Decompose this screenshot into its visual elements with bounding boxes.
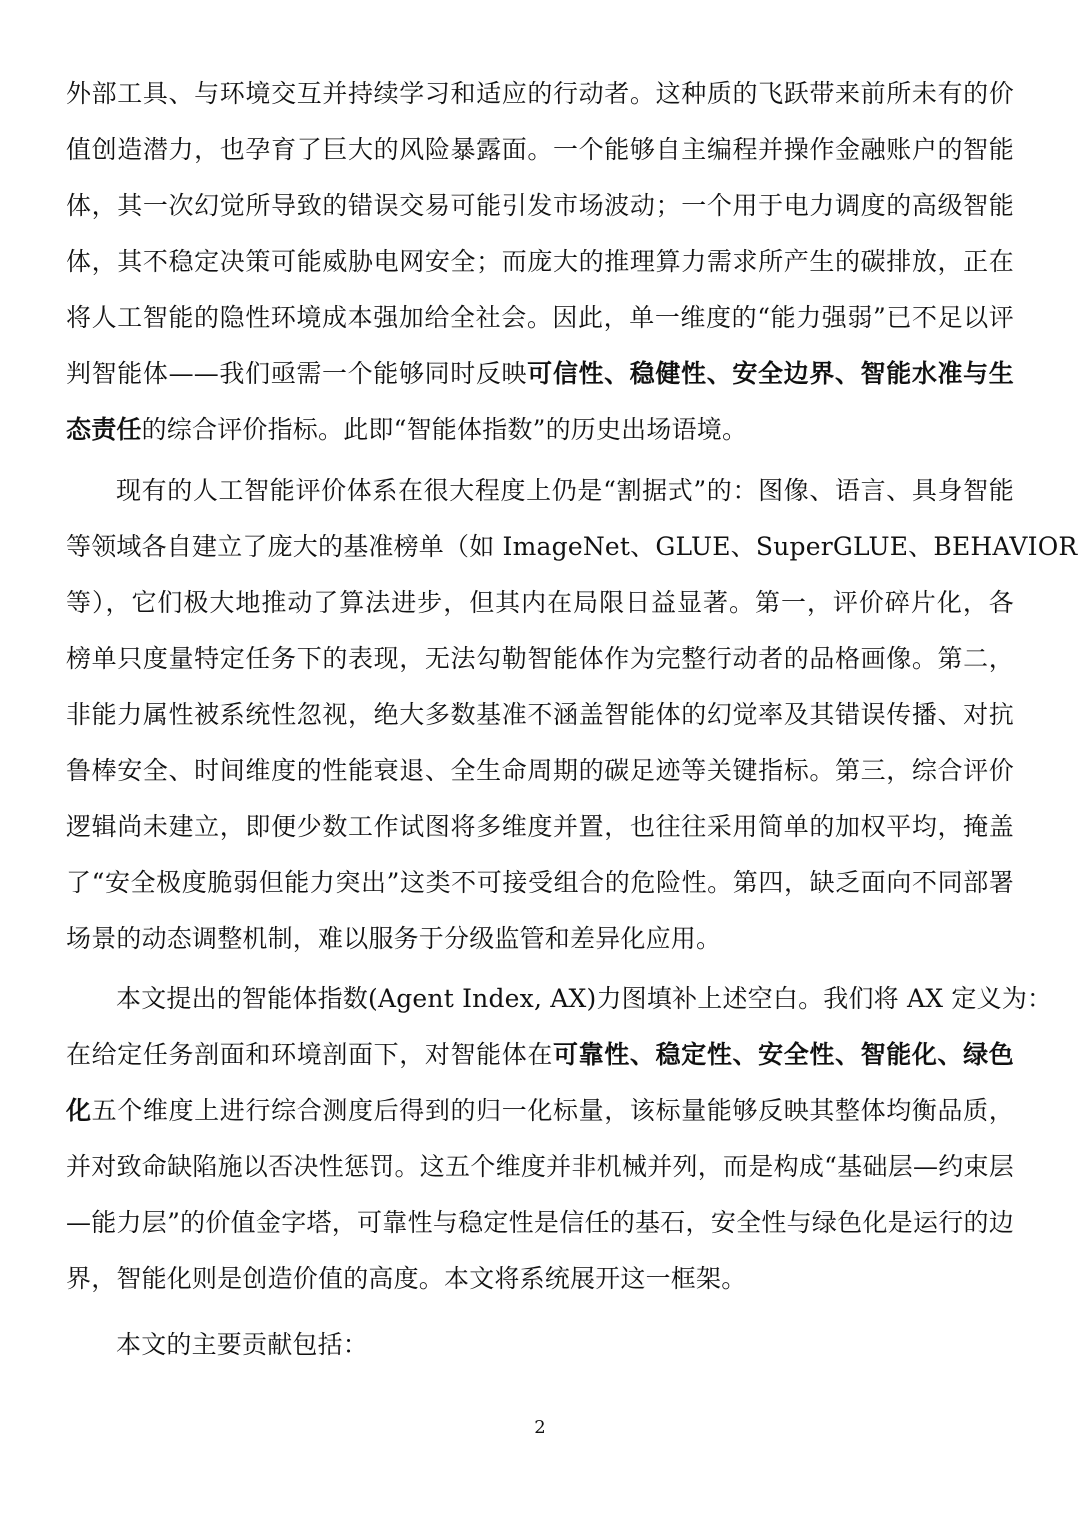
- text-line: [66, 1027, 1014, 1083]
- text-segment: 逻辑尚未建立，即便少数工作试图将多维度并置，也往往采用简单的加权平均，掩盖: [66, 812, 1014, 841]
- text-line: [116, 971, 1053, 1027]
- text-line: [66, 687, 1014, 743]
- text-line: [66, 178, 1014, 234]
- text-line: [66, 911, 1014, 967]
- text-line: [66, 66, 1014, 122]
- text-line: [66, 519, 1078, 575]
- text-line: [66, 575, 1014, 631]
- bold-keyword: 态责任: [66, 415, 142, 444]
- text-segment: 体，其一次幻觉所导致的错误交易可能引发市场波动；一个用于电力调度的高级智能: [66, 191, 1014, 220]
- text-segment: 值创造潜力，也孕育了巨大的风险暴露面。一个能够自主编程并操作金融账户的智能: [66, 135, 1014, 164]
- text-segment: 场景的动态调整机制，难以服务于分级监管和差异化应用。: [66, 924, 722, 953]
- bold-keyword: 可信性、稳健性、安全边界、智能水准与生: [527, 359, 1014, 388]
- text-line: [66, 799, 1014, 855]
- bold-keyword: 化: [66, 1096, 92, 1125]
- text-line: [66, 1251, 1014, 1307]
- text-segment: 五个维度上进行综合测度后得到的归一化标量，该标量能够反映其整体均衡品质，: [91, 1096, 1014, 1125]
- text-line: [66, 855, 1014, 911]
- text-segment: 的综合评价指标。此即“智能体指数”的历史出场语境。: [141, 415, 748, 444]
- text-line: [66, 290, 1014, 346]
- text-line: [66, 346, 1014, 402]
- text-line: [66, 1083, 1014, 1139]
- text-line: [116, 463, 1014, 519]
- text-line: [66, 1195, 1014, 1251]
- text-segment: 并对致命缺陷施以否决性惩罚。这五个维度并非机械并列，而是构成“基础层—约束层: [66, 1152, 1014, 1181]
- text-segment: 鲁棒安全、时间维度的性能衰退、全生命周期的碳足迹等关键指标。第三，综合评价: [66, 756, 1014, 785]
- page-number: 2: [534, 1417, 546, 1438]
- text-segment: 非能力属性被系统性忽视，绝大多数基准不涵盖智能体的幻觉率及其错误传播、对抗: [66, 700, 1014, 729]
- bold-keyword: 可靠性、稳定性、安全性、智能化、绿色: [553, 1040, 1014, 1069]
- text-segment: 界，智能化则是创造价值的高度。本文将系统展开这一框架。: [66, 1264, 747, 1293]
- text-segment: 外部工具、与环境交互并持续学习和适应的行动者。这种质的飞跃带来前所未有的价: [66, 79, 1014, 108]
- text-segment: 等），它们极大地推动了算法进步，但其内在局限日益显著。第一，评价碎片化，各: [66, 588, 1014, 617]
- text-segment: 了“安全极度脆弱但能力突出”这类不可接受组合的危险性。第四，缺乏面向不同部署: [66, 868, 1014, 897]
- text-segment: 将人工智能的隐性环境成本强加给全社会。因此，单一维度的“能力强弱”已不足以评: [66, 303, 1014, 332]
- text-segment: 本文的主要贡献包括：: [116, 1330, 369, 1359]
- text-line: [66, 122, 1014, 178]
- text-line: [66, 234, 1014, 290]
- text-segment: 体，其不稳定决策可能威胁电网安全；而庞大的推理算力需求所产生的碳排放，正在: [66, 247, 1014, 276]
- text-segment: 等领域各自建立了庞大的基准榜单（如 ImageNet、GLUE、SuperGLUE、BEHAVIOR: [66, 532, 1078, 561]
- text-segment: —能力层”的价值金字塔，可靠性与稳定性是信任的基石，安全性与绿色化是运行的边: [66, 1208, 1014, 1237]
- text-line: [66, 402, 1014, 458]
- text-segment: 现有的人工智能评价体系在很大程度上仍是“割据式”的：图像、语言、具身智能: [116, 476, 1014, 505]
- text-segment: 在给定任务剖面和环境剖面下，对智能体在: [66, 1040, 554, 1069]
- text-line: [66, 631, 1014, 687]
- text-segment: 本文提出的智能体指数(Agent Index, AX)力图填补上述空白。我们将 AX 定义为：: [116, 984, 1053, 1013]
- text-line: [66, 743, 1014, 799]
- text-segment: 判智能体——我们亟需一个能够同时反映: [66, 359, 528, 388]
- text-segment: 榜单只度量特定任务下的表现，无法勾勒智能体作为完整行动者的品格画像。第二，: [66, 644, 1014, 673]
- text-line: [116, 1317, 1014, 1373]
- text-line: [66, 1139, 1014, 1195]
